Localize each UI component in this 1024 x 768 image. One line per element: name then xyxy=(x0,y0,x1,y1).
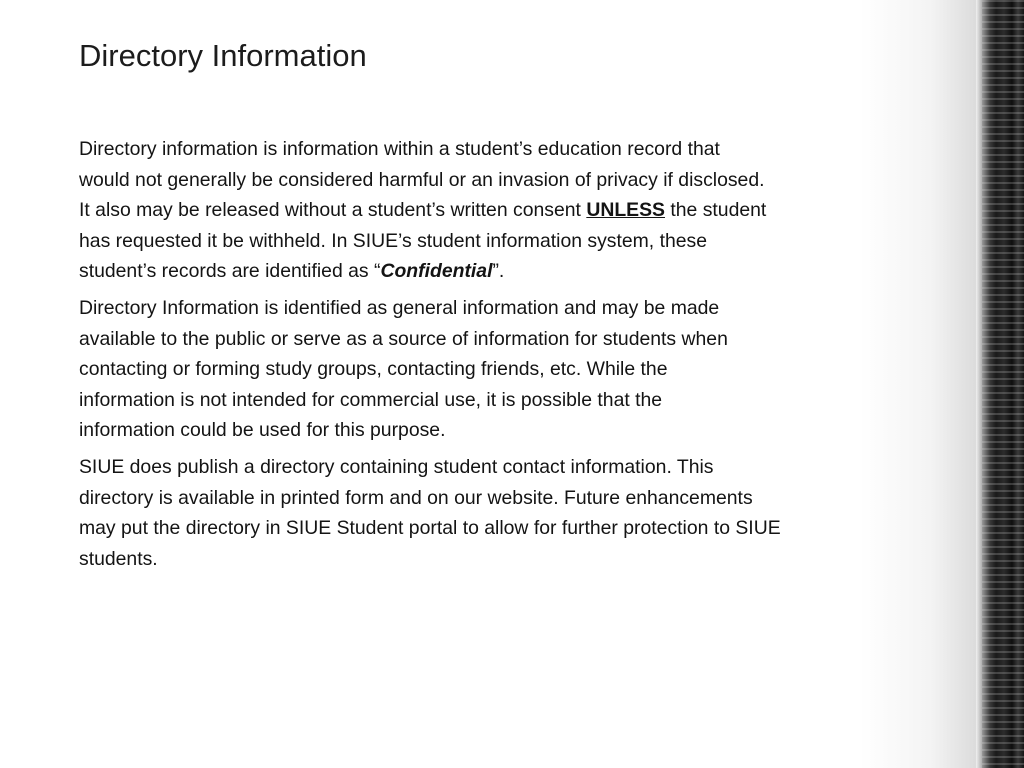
paragraph-2-line-3: contacting or forming study groups, contacting friends, etc. While the xyxy=(79,358,668,381)
paragraph-1-line-3-tail: the student xyxy=(664,199,767,222)
film-strip-border xyxy=(982,0,1024,768)
paragraph-3-line-3: may put the directory in SIUE Student portal to allow for further protection to SIUE xyxy=(79,517,781,540)
paragraph-1-line-3 xyxy=(79,195,951,226)
paragraph-2-line-1: Directory Information is identified as general information and may be made xyxy=(79,296,720,319)
paragraph-1-line-2: would not generally be considered harmful or an invasion of privacy if disclosed. xyxy=(79,168,765,191)
paragraph-3-line-2: directory is available in printed form and on our website. Future enhancements xyxy=(79,486,753,509)
paragraph-directory-publication xyxy=(79,452,951,574)
slide-body xyxy=(79,134,951,580)
paragraph-directory-definition xyxy=(79,134,951,287)
paragraph-3-line-4: students. xyxy=(79,547,158,570)
paragraph-3-line-1: SIUE does publish a directory containing student contact information. This xyxy=(79,455,714,478)
paragraph-1-line-5-text: student’s records are identified as “ xyxy=(79,260,381,283)
paragraph-2-line-4: information is not intended for commercial use, it is possible that the xyxy=(79,388,663,411)
paragraph-1-line-3-text: It also may be released without a student’s written consent xyxy=(79,199,581,222)
paragraph-general-information xyxy=(79,293,951,446)
paragraph-1-line-4: has requested it be withheld. In SIUE’s student information system, these xyxy=(79,229,708,252)
paragraph-1-line-1: Directory information is information within a student’s education record that xyxy=(79,138,720,160)
paragraph-2-line-2: available to the public or serve as a source of information for students when xyxy=(79,327,728,350)
paragraph-1-line-5 xyxy=(79,256,951,287)
confidential-emphasis: Confidential xyxy=(380,260,493,283)
paragraph-1-line-5-tail: ”. xyxy=(492,260,505,283)
slide-title: Directory Information xyxy=(79,38,367,73)
paragraph-2-line-5: information could be used for this purpose. xyxy=(79,419,446,442)
unless-emphasis: UNLESS xyxy=(586,199,665,222)
